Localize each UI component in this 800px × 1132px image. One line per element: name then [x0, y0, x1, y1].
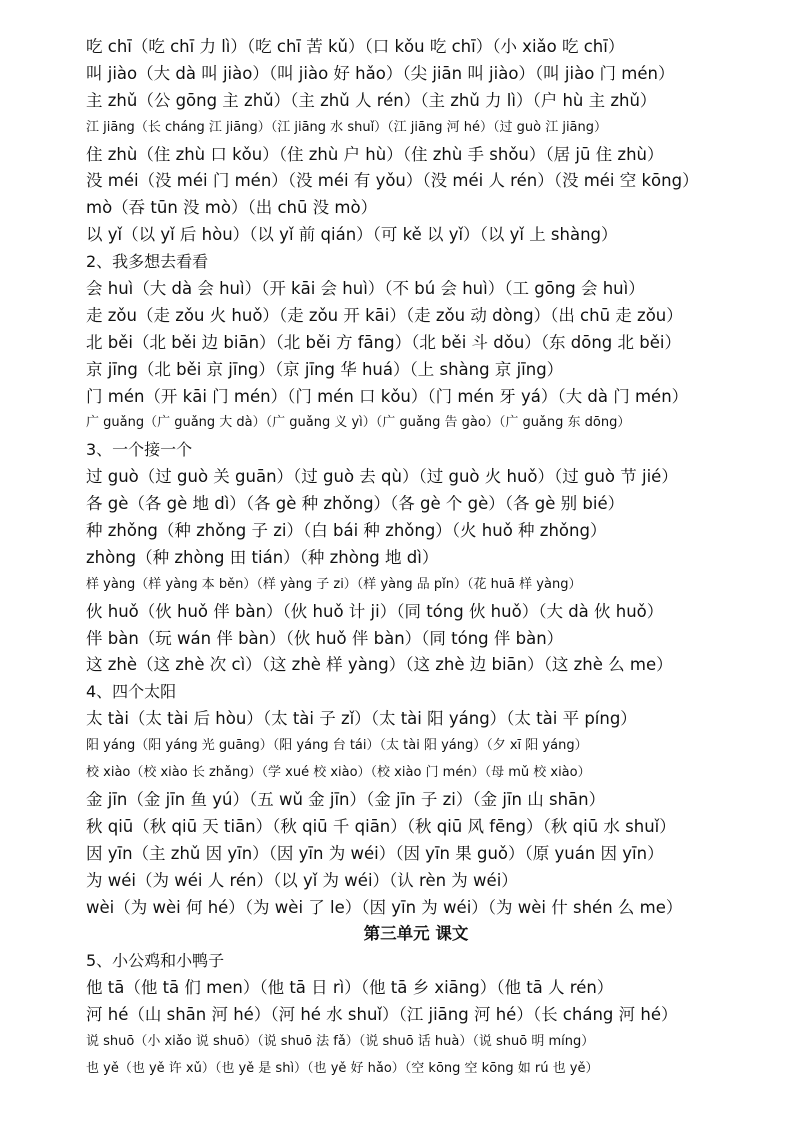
vocab-line: 太 tài（太 tài 后 hòu）（太 tài 子 zǐ）（太 tài 阳 yáng）（太 tài 平 píng）: [86, 709, 637, 729]
vocab-line: 河 hé（山 shān 河 hé）（河 hé 水 shuǐ）（江 jiāng 河 hé）（长 cháng 河 hé）: [86, 1005, 678, 1025]
vocab-line: 样 yàng（样 yàng 本 běn）（样 yàng 子 zi）（样 yàng 品 pǐn）（花 huā 样 yàng）: [86, 576, 582, 592]
vocab-line: 京 jīng（北 běi 京 jīng）（京 jīng 华 huá）（上 shàng 京 jīng）: [86, 359, 564, 379]
vocab-line: 这 zhè（这 zhè 次 cì）（这 zhè 样 yàng）（这 zhè 边 biān）（这 zhè 么 me）: [86, 655, 673, 675]
vocab-line: 广 guǎng（广 guǎng 大 dà）（广 guǎng 义 yì）（广 guǎng 告 gào）（广 guǎng 东 dōng）: [86, 415, 631, 431]
vocab-line: 江 jiāng（长 cháng 江 jiāng）（江 jiāng 水 shuǐ）（江 jiāng 河 hé）（过 guò 江 jiāng）: [86, 119, 608, 135]
vocab-line: 住 zhù（住 zhù 口 kǒu）（住 zhù 户 hù）（住 zhù 手 shǒu）（居 jū 住 zhù）: [86, 144, 664, 164]
vocab-line: 因 yīn（主 zhǔ 因 yīn）（因 yīn 为 wéi）（因 yīn 果 guǒ）（原 yuán 因 yīn）: [86, 843, 664, 863]
vocab-line: zhòng（种 zhòng 田 tián）（种 zhòng 地 dì）: [86, 547, 439, 567]
vocab-line: 吃 chī（吃 chī 力 lì）（吃 chī 苦 kǔ）（口 kǒu 吃 chī）（小 xiǎo 吃 chī）: [86, 37, 625, 56]
vocab-line: 过 guò（过 guò 关 guān）（过 guò 去 qù）（过 guò 火 huǒ）（过 guò 节 jié）: [86, 467, 678, 487]
vocab-line: 主 zhǔ（公 gōng 主 zhǔ）（主 zhǔ 人 rén）（主 zhǔ 力 lì）（户 hù 主 zhǔ）: [86, 90, 657, 110]
vocab-line: wèi（为 wèi 何 hé）（为 wèi 了 le）（因 yīn 为 wéi）（为 wèi 什 shén 么 me）: [86, 897, 683, 917]
vocab-line: mò（吞 tūn 没 mò）（出 chū 没 mò）: [86, 198, 378, 218]
vocab-line: 说 shuō（小 xiǎo 说 shuō）（说 shuō 法 fǎ）（说 shuō 话 huà）（说 shuō 明 míng）: [86, 1033, 595, 1049]
vocab-line: 为 wéi（为 wéi 人 rén）（以 yǐ 为 wéi）（认 rèn 为 wéi）: [86, 870, 518, 890]
lesson-heading: 5、小公鸡和小鸭子: [86, 951, 225, 971]
vocab-line: 走 zǒu（走 zǒu 火 huǒ）（走 zǒu 开 kāi）（走 zǒu 动 dòng）（出 chū 走 zǒu）: [86, 305, 683, 325]
vocab-line: 会 huì（大 dà 会 huì）（开 kāi 会 huì）（不 bú 会 huì）（工 gōng 会 huì）: [86, 279, 645, 299]
vocab-line: 金 jīn（金 jīn 鱼 yú）（五 wǔ 金 jīn）（金 jīn 子 zi）（金 jīn 山 shān）: [86, 789, 606, 809]
vocab-line: 北 běi（北 běi 边 biān）（北 běi 方 fāng）（北 běi 斗 dǒu）（东 dōng 北 běi）: [86, 332, 681, 352]
vocab-line: 阳 yáng（阳 yáng 光 guāng）（阳 yáng 台 tái）（太 tài 阳 yáng）（夕 xī 阳 yáng）: [86, 738, 588, 754]
vocab-line: 校 xiào（校 xiào 长 zhǎng）（学 xué 校 xiào）（校 xiào 门 mén）（母 mǔ 校 xiào）: [86, 765, 591, 781]
vocab-line: 秋 qiū（秋 qiū 天 tiān）（秋 qiū 千 qiān）（秋 qiū 风 fēng）（秋 qiū 水 shuǐ）: [86, 816, 676, 836]
unit-title: 第三单元 课文: [363, 924, 469, 944]
vocab-line: 也 yě（也 yě 许 xǔ）（也 yě 是 shì）（也 yě 好 hǎo）（空 kōng 空 kōng 如 rú 也 yě）: [86, 1060, 599, 1076]
vocab-line: 门 mén（开 kāi 门 mén）（门 mén 口 kǒu）（门 mén 牙 yá）（大 dà 门 mén）: [86, 386, 689, 406]
vocab-line: 叫 jiào（大 dà 叫 jiào）（叫 jiào 好 hǎo）（尖 jiān 叫 jiào）（叫 jiào 门 mén）: [86, 63, 675, 83]
vocab-line: 他 tā（他 tā 们 men）（他 tā 日 rì）（他 tā 乡 xiāng）（他 tā 人 rén）: [86, 978, 614, 998]
document-body: [86, 34, 746, 1083]
vocab-line: 没 méi（没 méi 门 mén）（没 méi 有 yǒu）（没 méi 人 rén）（没 méi 空 kōng）: [86, 171, 699, 191]
vocab-line: 伙 huǒ（伙 huǒ 伴 bàn）（伙 huǒ 计 ji）（同 tóng 伙 huǒ）（大 dà 伙 huǒ）: [86, 601, 664, 621]
lesson-heading: 3、一个接一个: [86, 440, 193, 460]
lesson-heading: 4、四个太阳: [86, 682, 177, 702]
vocab-line: 种 zhǒng（种 zhǒng 子 zi）（白 bái 种 zhǒng）（火 huǒ 种 zhǒng）: [86, 521, 607, 541]
vocab-line: 以 yǐ（以 yǐ 后 hòu）（以 yǐ 前 qián）（可 kě 以 yǐ）（以 yǐ 上 shàng）: [86, 225, 618, 245]
vocab-line: 伴 bàn（玩 wán 伴 bàn）（伙 huǒ 伴 bàn）（同 tóng 伴 bàn）: [86, 628, 564, 648]
lesson-heading: 2、我多想去看看: [86, 252, 209, 272]
vocab-line: 各 gè（各 gè 地 dì）（各 gè 种 zhǒng）（各 gè 个 gè）（各 gè 别 bié）: [86, 494, 625, 514]
